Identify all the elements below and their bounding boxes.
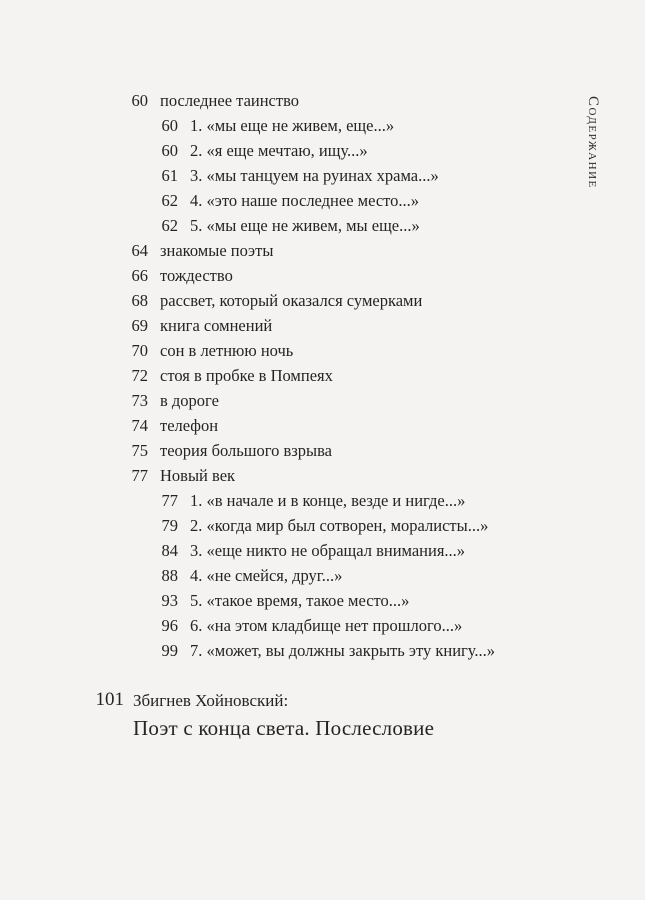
toc-page-number: 84 bbox=[161, 541, 178, 560]
toc-title: тождество bbox=[160, 266, 233, 285]
toc-page-number: 66 bbox=[131, 266, 148, 285]
toc-title: 4. «не смейся, друг...» bbox=[190, 566, 343, 585]
toc-title: 2. «я еще мечтаю, ищу...» bbox=[190, 141, 368, 160]
toc-title: 6. «на этом кладбище нет прошлого...» bbox=[190, 616, 463, 635]
toc-title: рассвет, который оказался сумерками bbox=[160, 291, 423, 310]
toc-page-number: 77 bbox=[161, 491, 178, 510]
toc-title: 4. «это наше последнее место...» bbox=[190, 191, 420, 210]
toc-page-number: 64 bbox=[131, 241, 148, 260]
toc-title: 2. «когда мир был сотворен, моралисты...» bbox=[190, 516, 489, 535]
toc-title: книга сомнений bbox=[160, 316, 273, 335]
toc-page-number: 60 bbox=[131, 91, 148, 110]
toc-title: стоя в пробке в Помпеях bbox=[160, 366, 333, 385]
toc-page-number: 69 bbox=[131, 316, 148, 335]
toc-title: Новый век bbox=[160, 466, 236, 485]
toc-page-number: 73 bbox=[131, 391, 148, 410]
toc-page-number: 75 bbox=[131, 441, 148, 460]
toc-title: последнее таинство bbox=[160, 91, 300, 110]
afterword-title: Поэт с конца света. Послесловие bbox=[133, 716, 435, 740]
toc-title: телефон bbox=[160, 416, 219, 435]
toc-title: 7. «может, вы должны закрыть эту книгу...» bbox=[190, 641, 496, 660]
toc-page-number: 93 bbox=[161, 591, 178, 610]
toc-page-number: 61 bbox=[161, 166, 178, 185]
toc-page-number: 99 bbox=[161, 641, 178, 660]
toc-page-number: 62 bbox=[161, 191, 178, 210]
toc-title: 3. «мы танцуем на руинах храма...» bbox=[190, 166, 439, 185]
toc-page-number: 96 bbox=[161, 616, 178, 635]
toc-title: знакомые поэты bbox=[160, 241, 274, 260]
toc-page-number: 88 bbox=[161, 566, 178, 585]
toc-page-number: 60 bbox=[161, 116, 178, 135]
afterword-author: Збигнев Хойновский: bbox=[133, 691, 289, 710]
toc-page-number: 79 bbox=[161, 516, 178, 535]
toc-title: 1. «в начале и в конце, везде и нигде...» bbox=[190, 491, 466, 510]
toc-title: 1. «мы еще не живем, еще...» bbox=[190, 116, 395, 135]
toc-page-number: 74 bbox=[131, 416, 148, 435]
afterword-page-number: 101 bbox=[95, 689, 124, 710]
toc-title: теория большого взрыва bbox=[160, 441, 332, 460]
toc-page-number: 77 bbox=[131, 466, 148, 485]
toc-page-number: 70 bbox=[131, 341, 148, 360]
toc-title: 5. «такое время, такое место...» bbox=[190, 591, 410, 610]
section-label: Содержание bbox=[585, 96, 601, 189]
toc-page-number: 60 bbox=[161, 141, 178, 160]
toc-title: в дороге bbox=[160, 391, 219, 410]
toc-page-number: 72 bbox=[131, 366, 148, 385]
toc-title: 3. «еще никто не обращал внимания...» bbox=[190, 541, 466, 560]
toc-title: сон в летнюю ночь bbox=[160, 341, 294, 360]
toc-title: 5. «мы еще не живем, мы еще...» bbox=[190, 216, 420, 235]
toc-page-number: 62 bbox=[161, 216, 178, 235]
toc-page-number: 68 bbox=[131, 291, 148, 310]
